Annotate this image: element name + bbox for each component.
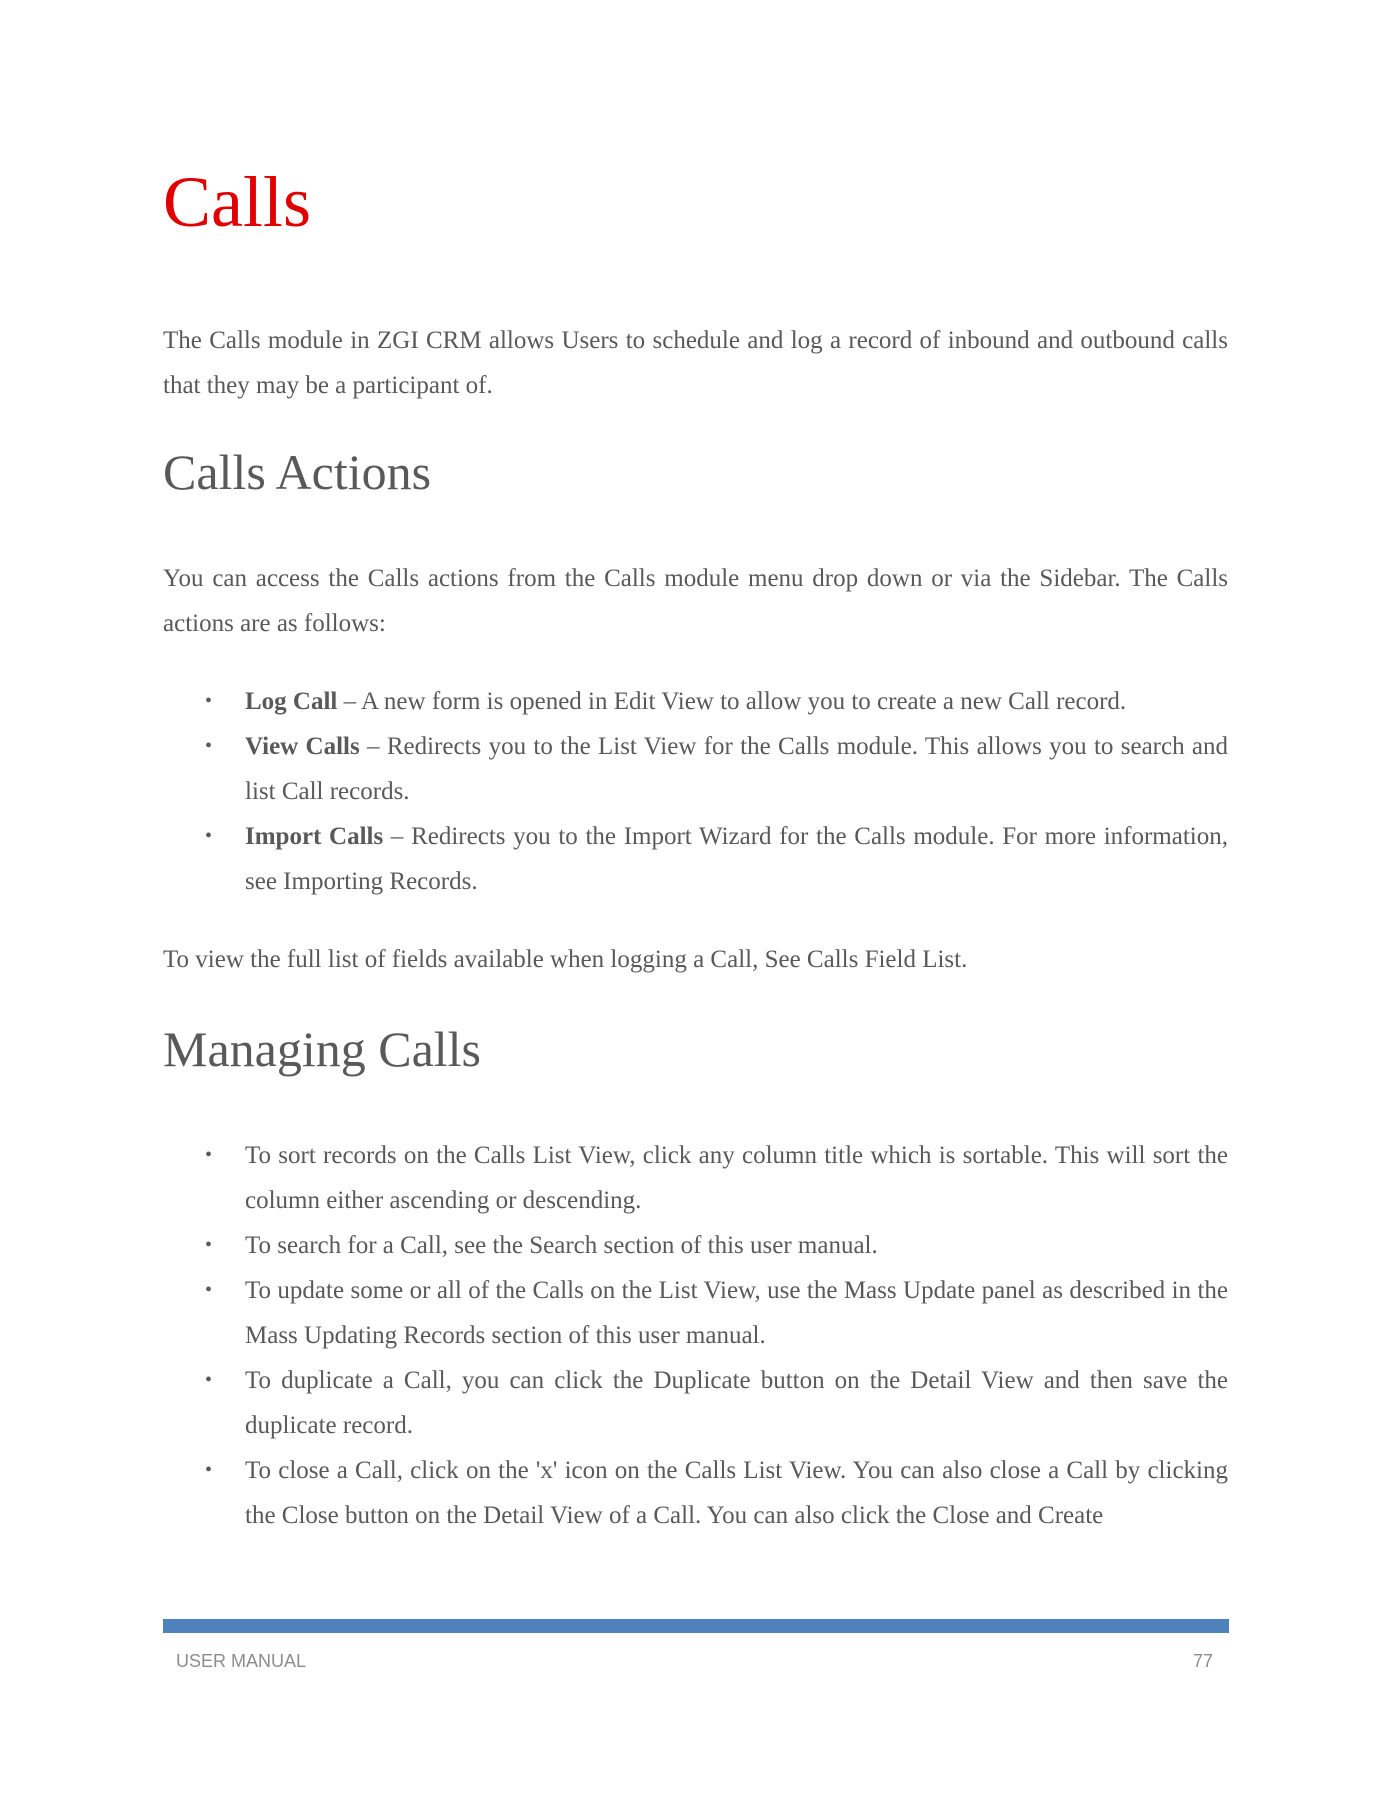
list-item-text: To update some or all of the Calls on the List View, use the Mass Update panel as described in the Mass Updating Records section of this user manual. bbox=[245, 1277, 1228, 1349]
list-item-label: View Calls bbox=[245, 733, 360, 760]
bullet-icon: • bbox=[205, 825, 213, 847]
bullet-icon: • bbox=[205, 1279, 213, 1301]
list-item-label: Import Calls bbox=[245, 823, 384, 850]
bullet-icon: • bbox=[205, 1369, 213, 1391]
list-item-text: – A new form is opened in Edit View to allow you to create a new Call record. bbox=[337, 688, 1127, 715]
footer-document-label: USER MANUAL bbox=[176, 1651, 307, 1671]
calls-actions-heading: Calls Actions bbox=[163, 444, 432, 500]
bullet-icon: • bbox=[205, 690, 213, 712]
list-item-view-calls bbox=[163, 724, 1228, 814]
calls-actions-intro: You can access the Calls actions from the Calls module menu drop down or via the Sidebar. The Calls actions are as follows: bbox=[163, 565, 1228, 637]
bullet-icon: • bbox=[205, 1234, 213, 1256]
list-item bbox=[163, 1223, 1228, 1268]
list-item-log-call bbox=[163, 679, 1228, 724]
list-item-import-calls bbox=[163, 814, 1228, 904]
list-item bbox=[163, 1133, 1228, 1223]
list-item-text: – Redirects you to the Import Wizard for the Calls module. For more information, see Importing Records. bbox=[245, 823, 1228, 895]
bullet-icon: • bbox=[205, 735, 213, 757]
list-item-text: To duplicate a Call, you can click the Duplicate button on the Detail View and then save the duplicate record. bbox=[245, 1367, 1228, 1439]
list-item-text: To sort records on the Calls List View, click any column title which is sortable. This will sort the column either ascending or descending. bbox=[245, 1142, 1228, 1214]
footer-page-number: 77 bbox=[1193, 1651, 1214, 1671]
page-title: Calls bbox=[163, 162, 312, 242]
list-item-text: To search for a Call, see the Search section of this user manual. bbox=[245, 1232, 878, 1259]
list-item bbox=[163, 1268, 1228, 1358]
calls-actions-list bbox=[163, 679, 1228, 904]
list-item-text: To close a Call, click on the 'x' icon on the Calls List View. You can also close a Call by clicking the Close button on the Detail View of a Call. You can also click the Close and Create bbox=[245, 1457, 1228, 1529]
list-item bbox=[163, 1448, 1228, 1538]
managing-calls-list bbox=[163, 1133, 1228, 1538]
bullet-icon: • bbox=[205, 1459, 213, 1481]
footer-divider bbox=[163, 1619, 1229, 1633]
list-item bbox=[163, 1358, 1228, 1448]
bullet-icon: • bbox=[205, 1144, 213, 1166]
intro-paragraph: The Calls module in ZGI CRM allows Users to schedule and log a record of inbound and outbound calls that they may be a participant of. bbox=[163, 327, 1228, 399]
field-list-paragraph: To view the full list of fields available when logging a Call, See Calls Field List. bbox=[163, 946, 968, 973]
list-item-text: – Redirects you to the List View for the Calls module. This allows you to search and list Call records. bbox=[245, 733, 1228, 805]
managing-calls-heading: Managing Calls bbox=[163, 1021, 482, 1077]
list-item-label: Log Call bbox=[245, 688, 338, 715]
